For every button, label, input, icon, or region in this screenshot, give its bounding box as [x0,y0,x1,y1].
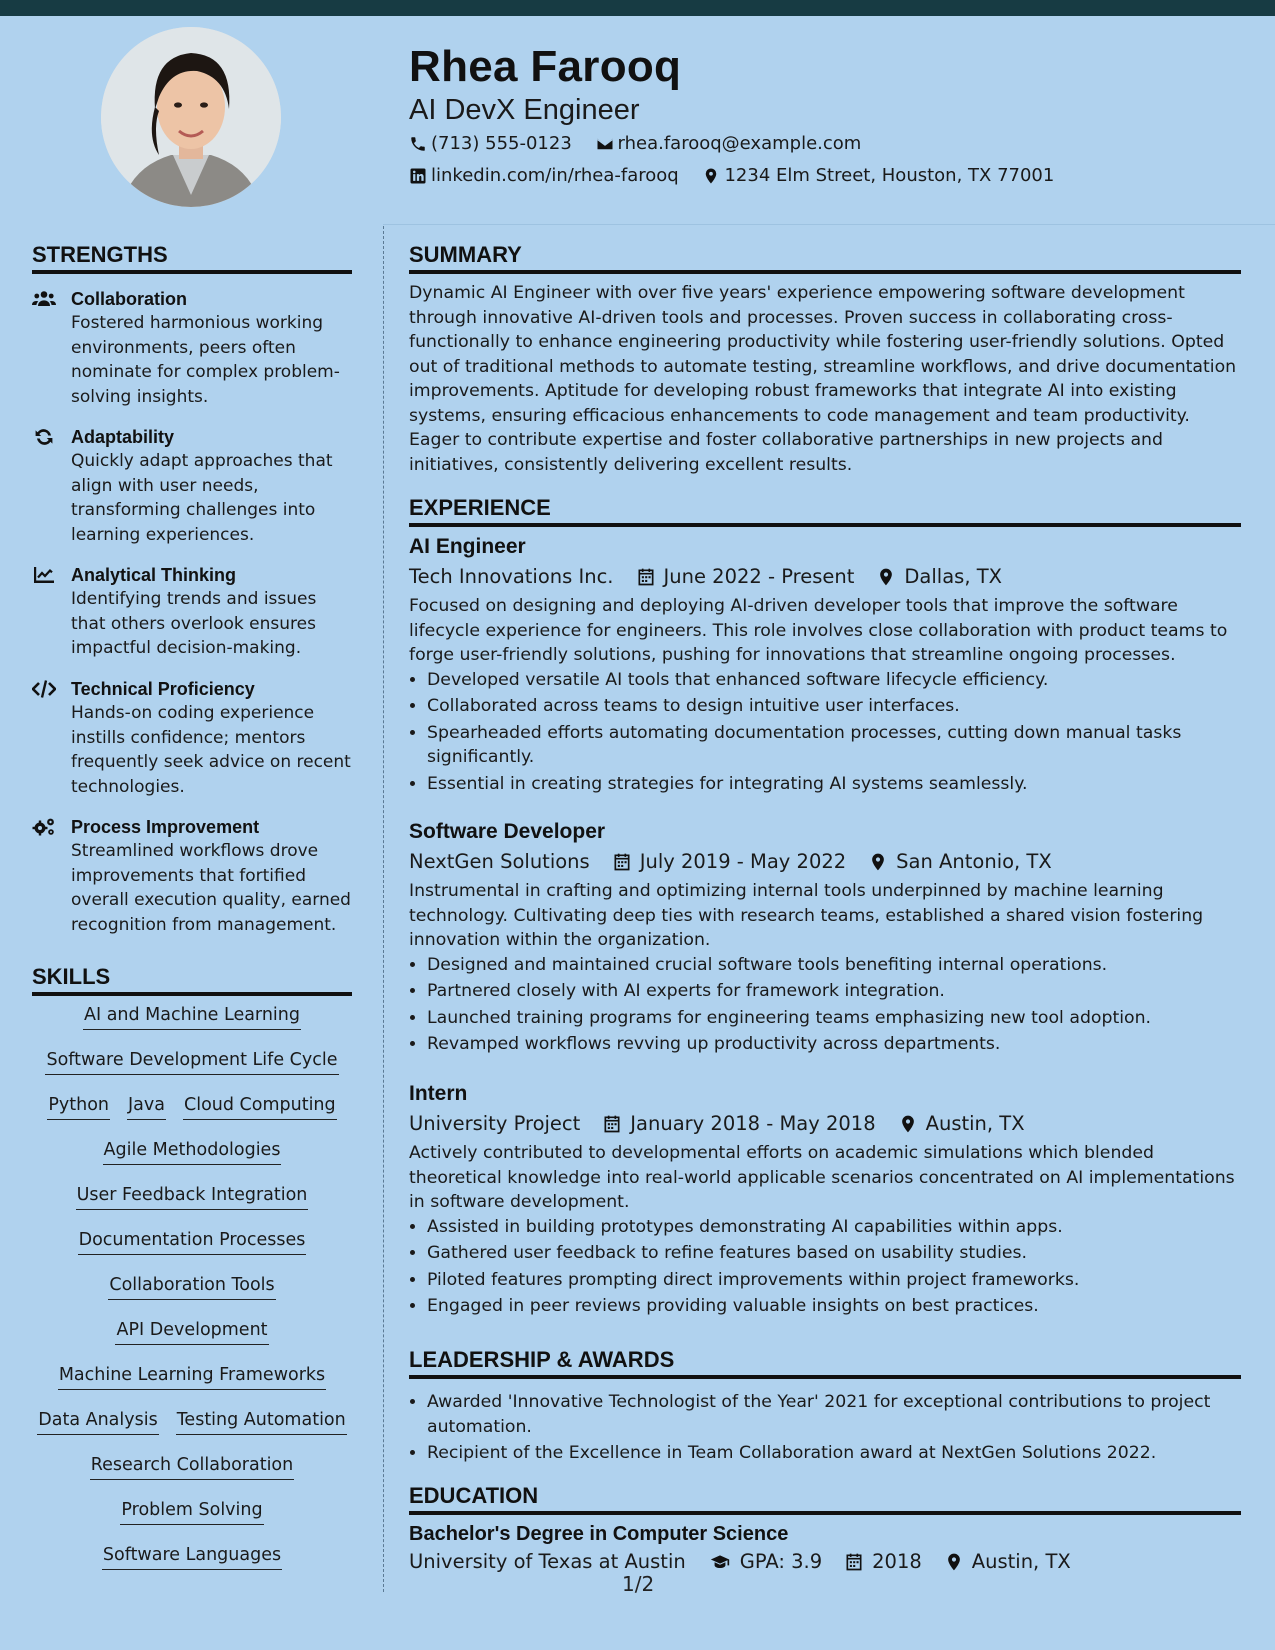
job-entry [409,820,1241,1059]
job-bullets [409,1215,1241,1319]
experience-heading: EXPERIENCE [409,495,1241,527]
address-item [702,165,1054,186]
strength-item [32,425,352,547]
skill-tag: Collaboration Tools [108,1273,275,1300]
strength-title: Process Improvement [71,817,260,837]
skill-tag: Cloud Computing [183,1093,337,1120]
map-pin-icon [876,567,896,587]
users-icon [32,289,58,309]
skill-tag: User Feedback Integration [76,1183,309,1210]
strength-desc: Fostered harmonious working environments, peers often nominate for complex problem-solving insights. [71,313,340,407]
skill-tag: Agile Methodologies [103,1138,282,1165]
list-item: • Awarded 'Innovative Technologist of the Year' 2021 for exceptional contributions to project automation. [427,1390,1241,1439]
job-title: Software Developer [409,820,606,843]
email-text: rhea.farooq@example.com [617,133,862,154]
strength-title: Collaboration [71,289,187,309]
linkedin-icon [409,167,427,185]
list-item: • Launched training programs for engineering teams emphasizing new tool adoption. [427,1006,1241,1031]
job-bullets [409,953,1241,1057]
skill-tag: Software Languages [102,1543,282,1570]
strength-desc: Quickly adapt approaches that align with user needs, transforming challenges into learning experiences. [71,451,333,545]
chart-line-icon [32,565,58,585]
skill-tag: Documentation Processes [78,1228,307,1255]
job-entry [409,1082,1241,1321]
strength-desc: Streamlined workflows drove improvements that fortified overall execution quality, earned recognition from management. [71,841,351,935]
strength-title: Analytical Thinking [71,565,237,585]
candidate-title: AI DevX Engineer [409,94,640,126]
phone-icon [409,135,427,153]
profile-photo [101,27,281,207]
graduation-cap-icon [708,1552,732,1572]
education-heading: EDUCATION [409,1483,1241,1515]
skill-tag: API Development [115,1318,268,1345]
map-pin-icon [944,1552,964,1572]
list-item: • Spearheaded efforts automating documentation processes, cutting down manual tasks significantly. [427,721,1241,770]
awards-heading: LEADERSHIP & AWARDS [409,1347,1241,1379]
map-pin-icon [868,852,888,872]
list-item: • Collaborated across teams to design intuitive user interfaces. [427,694,1241,719]
skill-tag: Testing Automation [176,1408,347,1435]
skill-tag: Software Development Life Cycle [45,1048,338,1075]
job-description: Actively contributed to developmental efforts on academic simulations which blended theoretical knowledge into real-world applicable scenarios concentrated on AI implementations in software development. [409,1143,1235,1212]
school-location: Austin, TX [971,1550,1071,1573]
contact-row-2 [409,165,1072,190]
skill-tag: Problem Solving [120,1498,263,1525]
awards-list [409,1390,1241,1468]
strength-desc: Identifying trends and issues that others overlook ensures impactful decision-making. [71,589,317,658]
list-item: • Recipient of the Excellence in Team Collaboration award at NextGen Solutions 2022. [427,1441,1241,1466]
strengths-heading: STRENGTHS [32,242,352,274]
job-bullets [409,668,1241,797]
list-item: • Gathered user feedback to refine features based on usability studies. [427,1241,1241,1266]
job-dates: January 2018 - May 2018 [630,1112,876,1135]
skill-tag: Python [47,1093,110,1120]
job-entry [409,535,1241,798]
address-text: 1234 Elm Street, Houston, TX 77001 [724,165,1055,186]
skill-tag: Java [127,1093,166,1120]
job-dates: July 2019 - May 2022 [639,850,847,873]
code-icon [32,679,58,699]
strength-title: Technical Proficiency [71,679,255,699]
list-item: • Developed versatile AI tools that enhanced software lifecycle efficiency. [427,668,1241,693]
list-item: • Engaged in peer reviews providing valuable insights on best practices. [427,1294,1241,1319]
strength-item [32,563,352,661]
job-description: Instrumental in crafting and optimizing internal tools underpinned by machine learning technology. Cultivating deep ties with research teams, established a shared vision fostering innovation within the organization. [409,881,1204,950]
grad-year: 2018 [872,1550,922,1573]
header-divider [383,224,1275,225]
linkedin-text: linkedin.com/in/rhea-farooq [431,165,679,186]
list-item: • Piloted features prompting direct improvements within project frameworks. [427,1268,1241,1293]
skill-tag: Data Analysis [37,1408,158,1435]
list-item: • Essential in creating strategies for integrating AI systems seamlessly. [427,772,1241,797]
job-title: AI Engineer [409,535,526,558]
job-location: Dallas, TX [904,565,1002,588]
list-item: • Revamped workflows revving up productivity across departments. [427,1032,1241,1057]
list-item: • Assisted in building prototypes demonstrating AI capabilities within apps. [427,1215,1241,1240]
job-dates: June 2022 - Present [663,565,855,588]
job-meta [409,850,1241,873]
list-item: • Partnered closely with AI experts for framework integration. [427,979,1241,1004]
job-meta [409,565,1241,588]
skill-tag: AI and Machine Learning [83,1003,301,1030]
calendar-icon [612,852,632,872]
skills-list [32,1003,352,1588]
strength-item [32,815,352,937]
skill-tag: Research Collaboration [90,1453,294,1480]
page-number: 1/2 [622,1572,655,1596]
calendar-icon [844,1552,864,1572]
job-company: University Project [409,1112,581,1135]
job-location: Austin, TX [925,1112,1025,1135]
linkedin-item[interactable] [409,165,679,186]
job-location: San Antonio, TX [896,850,1052,873]
strength-item [32,677,352,799]
strength-desc: Hands-on coding experience instills confidence; mentors frequently seek advice on recent technologies. [71,703,351,797]
summary-heading: SUMMARY [409,242,1241,274]
skill-tag: Machine Learning Frameworks [58,1363,326,1390]
job-description: Focused on designing and deploying AI-driven developer tools that improve the software lifecycle experience for engineers. This role involves close collaboration with product teams to forge user-friendly solutions, pushing for innovations that streamline ongoing processes. [409,596,1228,665]
degree-title: Bachelor's Degree in Computer Science [409,1523,789,1545]
phone-item[interactable] [409,133,572,154]
summary-text: Dynamic AI Engineer with over five years' experience empowering software development through innovative AI-driven tools and processes. Proven success in collaborating cross-functionally to enhance engineering productivity while fostering user-friendly solutions. Opted out of traditional methods to automate testing, streamline workflows, and drive documentation improvements. Aptitude for developing robust frameworks that integrate AI into existing systems, ensuring efficacious enhancements to code management and team productivity. Eager to contribute expertise and foster collaborative partnerships in new projects and initiatives, consistently delivering excellent results. [409,283,1237,475]
calendar-icon [602,1114,622,1134]
contact-row [409,133,879,158]
envelope-icon [596,135,614,153]
job-meta [409,1112,1241,1135]
email-item[interactable] [596,133,862,154]
calendar-icon [636,567,656,587]
school-name: University of Texas at Austin [409,1550,686,1573]
skills-heading: SKILLS [32,964,352,996]
job-title: Intern [409,1082,468,1105]
job-company: NextGen Solutions [409,850,590,873]
gpa-text: GPA: 3.9 [739,1550,823,1573]
top-bar [0,0,1275,16]
candidate-name: Rhea Farooq [409,42,682,91]
map-pin-icon [898,1114,918,1134]
phone-text: (713) 555-0123 [431,133,572,154]
map-pin-icon [702,167,720,185]
strength-item [32,287,352,409]
strength-title: Adaptability [71,427,175,447]
column-divider [383,226,384,1592]
gears-icon [32,817,58,837]
refresh-icon [32,427,58,447]
education-entry [409,1523,1241,1573]
list-item: • Designed and maintained crucial software tools benefiting internal operations. [427,953,1241,978]
job-company: Tech Innovations Inc. [409,565,614,588]
education-meta [409,1550,1241,1573]
